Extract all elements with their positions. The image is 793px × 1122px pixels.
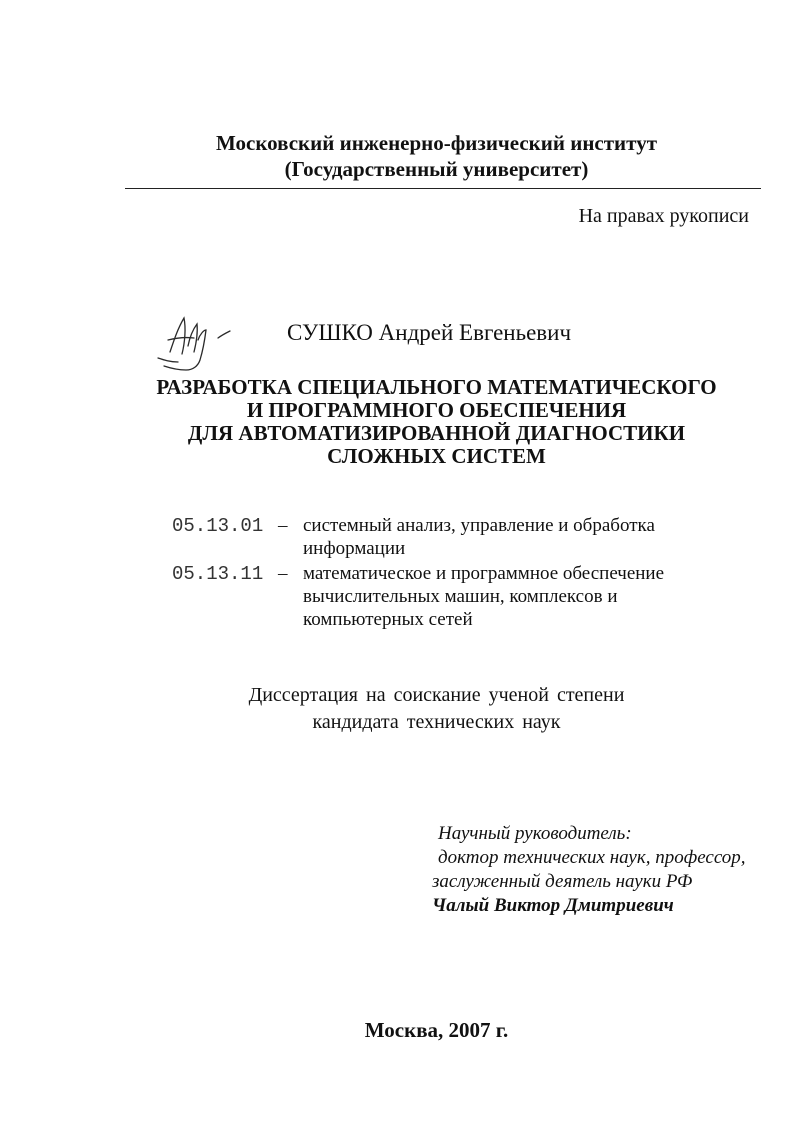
author-name: СУШКО Андрей Евгеньевич <box>287 320 572 345</box>
supervisor-name: Чалый Виктор Дмитриевич <box>432 895 674 916</box>
title-line: И ПРОГРАММНОГО ОБЕСПЕЧЕНИЯ <box>246 398 627 422</box>
specialty-description-line: вычислительных машин, комплексов и <box>303 586 618 607</box>
specialty-1 <box>172 514 263 538</box>
supervisor-label: Научный руководитель: <box>438 823 632 844</box>
title-line: РАЗРАБОТКА СПЕЦИАЛЬНОГО МАТЕМАТИЧЕСКОГО <box>156 375 717 399</box>
specialty-code: 05.13.11 <box>172 563 264 585</box>
institute-status: (Государственный университет) <box>284 157 589 181</box>
specialty-2-description <box>303 562 664 631</box>
title-line: СЛОЖНЫХ СИСТЕМ <box>327 444 546 468</box>
specialty-description-line: компьютерных сетей <box>303 609 473 630</box>
manuscript-note: На правах рукописи <box>578 205 749 227</box>
institute-name: Московский инженерно-физический институт <box>215 131 658 155</box>
specialty-description-line: информации <box>303 538 406 559</box>
institute-header <box>0 130 793 182</box>
supervisor-honor: заслуженный деятель науки РФ <box>432 871 693 892</box>
dissertation-line: кандидата технических наук <box>312 711 561 733</box>
dissertation-title <box>0 376 793 468</box>
supervisor-degree: доктор технических наук, профессор, <box>438 847 746 868</box>
specialty-code: 05.13.01 <box>172 515 264 537</box>
specialty-1-description <box>303 514 655 560</box>
dissertation-line: Диссертация на соискание ученой степени <box>248 684 625 706</box>
dissertation-statement <box>0 682 793 736</box>
title-line: ДЛЯ АВТОМАТИЗИРОВАННОЙ ДИАГНОСТИКИ <box>187 421 686 445</box>
specialty-2 <box>172 562 263 586</box>
specialty-description-line: системный анализ, управление и обработка <box>303 515 655 536</box>
city-year: Москва, 2007 г. <box>364 1018 509 1042</box>
specialty-description-line: математическое и программное обеспечение <box>303 563 665 584</box>
specialty-1-dash: – <box>278 515 288 536</box>
specialty-2-dash: – <box>278 563 288 584</box>
header-divider <box>125 188 761 189</box>
author-signature <box>148 300 238 380</box>
supervisor-block <box>432 822 746 918</box>
